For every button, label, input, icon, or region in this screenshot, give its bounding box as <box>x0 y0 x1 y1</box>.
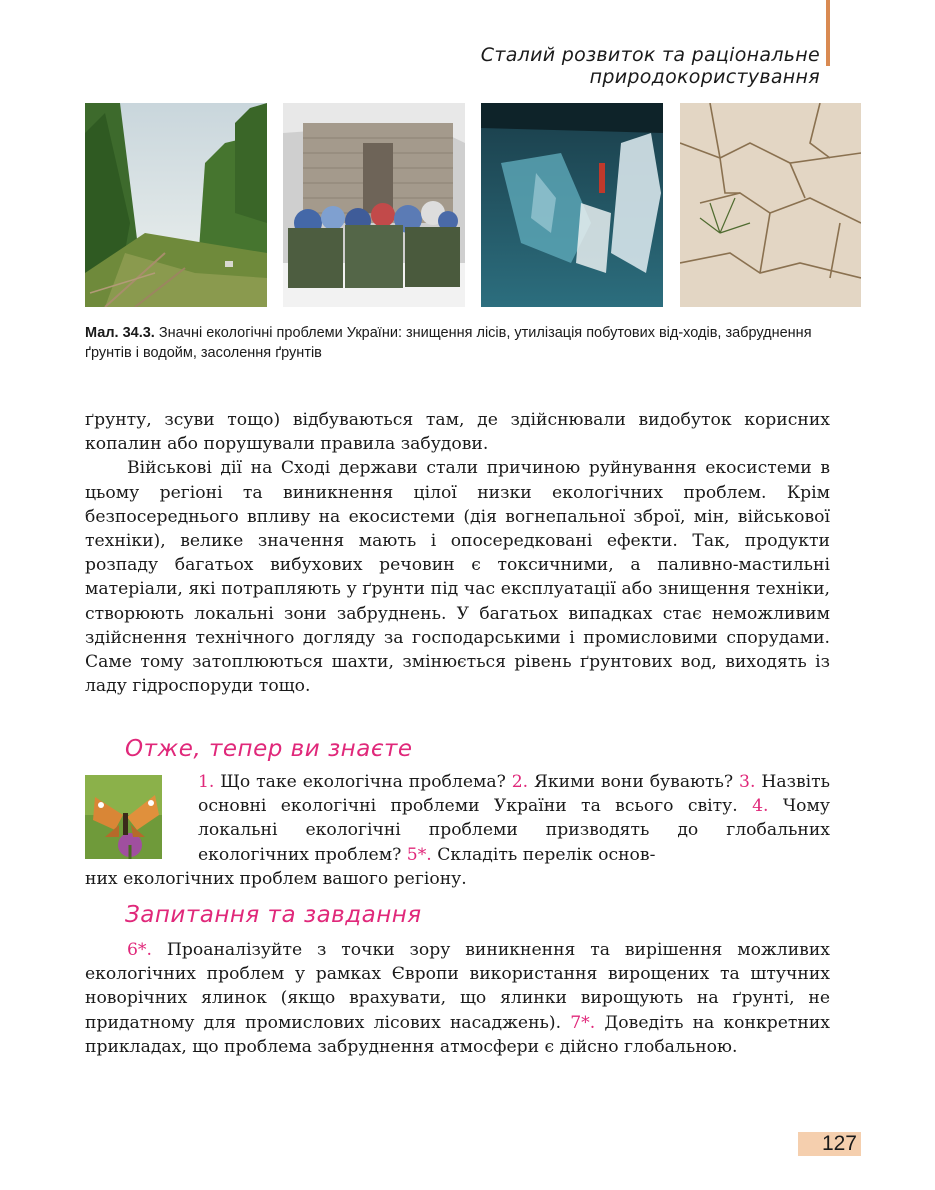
caption-label: Мал. 34.3. <box>85 325 155 341</box>
butterfly-image <box>85 775 162 859</box>
deforestation-photo <box>85 103 267 307</box>
body-paragraph: Військові дії на Сході держави стали причиною руйнування екосистеми в цьому регіоні та виникнення цілої низки екологічних проблем. Крім безпосереднього впливу на екосистеми (дія вогнепальної зброї, мін, військової техніки), велике значення мають і опосередковані ефекти. Так, продукти розпаду багатьох вибухових речовин є токсичними, а паливно-мастильні матеріали, які потрапляють у ґрунти під час експлуатації або знищення техніки, створюють локальні зони забруднень. У багатьох випадках стає неможливим здійснення технічного догляду за господарськими і промисловими спорудами. Саме тому затоплюються шахти, змінюється рівень ґрунтових вод, виходять із ладу гідроспоруди тощо. <box>85 458 830 697</box>
summary-heading: Отже, тепер ви знаєте <box>125 736 413 762</box>
question-text: Якими вони бувають? <box>528 772 740 792</box>
question-text: Проаналізуйте з точки зору виникнення та вирішення можливих екологічних проблем у рамках Європи використання вирощених та штучних новорічних ялинок (якщо врахувати, що ялинки вирощують на ґрунті, не придатному для промислових лісових насаджень). <box>85 940 830 1033</box>
tasks-heading: Запитання та завдання <box>125 902 422 928</box>
body-paragraph: ґрунту, зсуви тощо) відбуваються там, де здійснювали видобуток корисних копалин або порушували правила забудови. <box>85 410 830 455</box>
question-number: 4. <box>752 796 769 817</box>
water-pollution-photo <box>481 103 663 307</box>
question-number: 3. <box>739 772 756 792</box>
tasks-text <box>85 938 830 1059</box>
household-waste-photo <box>283 103 465 307</box>
summary-questions <box>198 770 830 867</box>
question-number: 6*. <box>127 940 152 960</box>
question-number: 1. <box>198 772 215 792</box>
caption-text: Значні екологічні проблеми України: знищення лісів, утилізація побутових від-ходів, забруднення ґрунтів і водойм, засолення ґрунтів <box>85 325 812 361</box>
running-header: Сталий розвиток та раціональне природокористування <box>480 44 820 88</box>
question-text: Що таке екологічна проблема? <box>214 772 512 792</box>
question-text: Доведіть на конкретних прикладах, що проблема забруднення атмосфери є дійсно глобальною. <box>85 1012 830 1057</box>
question-text: Назвіть основні екологічні проблеми України та всього світу. <box>198 772 830 817</box>
question-number: 7*. <box>570 1012 596 1033</box>
question-number: 5*. <box>406 844 432 865</box>
body-text <box>85 408 830 698</box>
header-accent-rule <box>826 0 830 66</box>
summary-questions-tail: них екологічних проблем вашого регіону. <box>85 869 467 889</box>
question-text: Складіть перелік основ- <box>431 844 656 865</box>
soil-salinization-photo <box>680 103 861 307</box>
figure-caption <box>85 323 830 363</box>
question-number: 2. <box>511 772 529 792</box>
question-text: Чому локальні екологічні проблеми призводять до глобальних екологічних проблем? <box>198 796 830 865</box>
page-number: 127 <box>798 1132 861 1156</box>
